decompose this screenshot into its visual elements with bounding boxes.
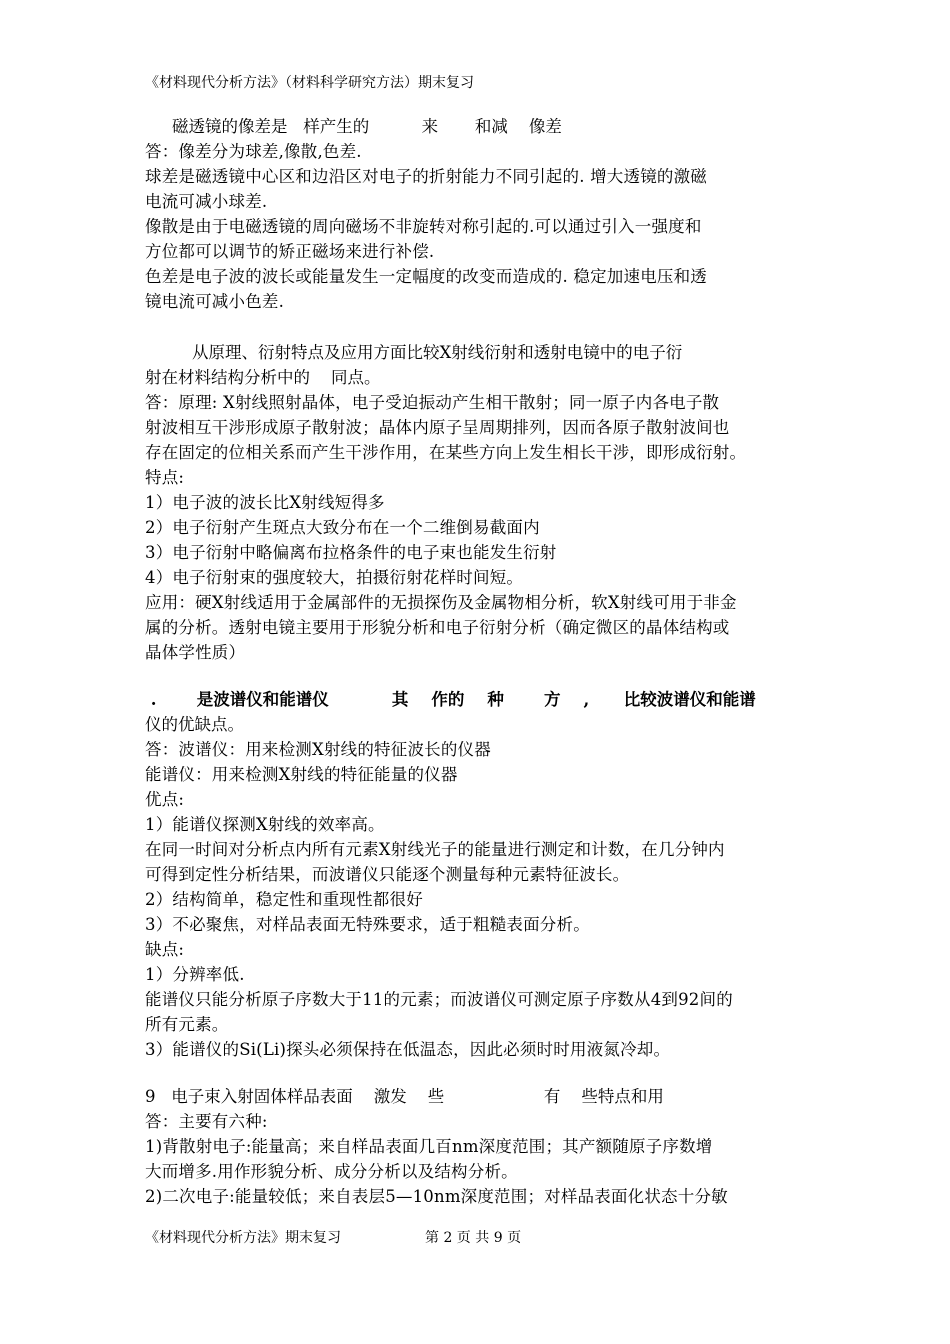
- text-line: 镜电流可减小色差.: [145, 292, 285, 311]
- text-line: 能谱仪：用来检测X射线的特征能量的仪器: [145, 765, 458, 784]
- text-line: 能谱仪只能分析原子序数大于11的元素；而波谱仪可测定原子序数从4到92间的: [145, 990, 733, 1009]
- section-diffraction-comparison: [145, 340, 815, 665]
- text-line: 在同一时间对分析点内所有元素X射线光子的能量进行测定和计数，在几分钟内: [145, 840, 725, 859]
- text-line: 3）能谱仪的Si(Li)探头必须保持在低温态，因此必须时时用液氮冷却。: [145, 1040, 671, 1059]
- text-line: 属的分析。透射电镜主要用于形貌分析和电子衍射分析（确定微区的晶体结构或: [145, 618, 730, 637]
- section-lens-aberration: [145, 114, 815, 314]
- text-line: 答：波谱仪：用来检测X射线的特征波长的仪器: [145, 740, 491, 759]
- text-line: 1）电子波的波长比X射线短得多: [145, 493, 385, 512]
- text-line: 答：主要有六种:: [145, 1112, 268, 1131]
- section-title-continued: 仪的优缺点。: [145, 715, 244, 734]
- page-number: 第 2 页 共 9 页: [425, 1230, 522, 1246]
- text-line: 方位都可以调节的矫正磁场来进行补偿.: [145, 242, 435, 261]
- section-title-continued: 射在材料结构分析中的 同点。: [145, 368, 381, 387]
- text-line: 2)二次电子:能量较低；来自表层5—10nm深度范围；对样品表面化状态十分敏: [145, 1187, 728, 1206]
- text-line: 2）结构简单，稳定性和重现性都很好: [145, 890, 423, 909]
- text-line: 射波相互干涉形成原子散射波；晶体内原子呈周期排列，因而各原子散射波间也: [145, 418, 730, 437]
- text-line: 优点:: [145, 790, 185, 809]
- text-line: 4）电子衍射束的强度较大，拍摄衍射花样时间短。: [145, 568, 524, 587]
- text-line: 3）不必聚焦，对样品表面无特殊要求，适于粗糙表面分析。: [145, 915, 590, 934]
- text-line: 1）分辨率低.: [145, 965, 245, 984]
- text-line: 像散是由于电磁透镜的周向磁场不非旋转对称引起的.可以通过引入一强度和: [145, 217, 702, 236]
- page-footer: [145, 1228, 522, 1248]
- text-line: 特点:: [145, 468, 185, 487]
- text-line: 1)背散射电子:能量高；来自样品表面几百nm深度范围；其产额随原子序数增: [145, 1137, 713, 1156]
- text-line: 球差是磁透镜中心区和边沿区对电子的折射能力不同引起的. 增大透镜的激磁: [145, 167, 707, 186]
- section-spectrometer-comparison: [145, 687, 815, 1062]
- section-title: 磁透镜的像差是 样产生的 来 和减 像差: [172, 117, 562, 136]
- text-line: 1）能谱仪探测X射线的效率高。: [145, 815, 385, 834]
- text-line: 应用：硬X射线适用于金属部件的无损探伤及金属物相分析，软X射线可用于非金: [145, 593, 737, 612]
- text-line: 答：原理: X射线照射晶体，电子受迫振动产生相干散射；同一原子内各电子散: [145, 393, 720, 412]
- text-line: 所有元素。: [145, 1015, 229, 1034]
- section-electron-beam-signals: [145, 1084, 815, 1209]
- footer-title: 《材料现代分析方法》期末复习: [145, 1230, 341, 1246]
- text-line: 晶体学性质）: [145, 643, 246, 662]
- section-title: 9 电子束入射固体样品表面 激发 些 有 些特点和用: [145, 1087, 664, 1106]
- section-title: 从原理、衍射特点及应用方面比较X射线衍射和透射电镜中的电子衍: [192, 343, 683, 362]
- section-title: . 是波谱仪和能谱仪 其 作的 种 方 , 比较波谱仪和能谱: [145, 690, 756, 709]
- text-line: 答：像差分为球差,像散,色差.: [145, 142, 362, 161]
- text-line: 2）电子衍射产生斑点大致分布在一个二维倒易截面内: [145, 518, 540, 537]
- text-line: 存在固定的位相关系而产生干涉作用，在某些方向上发生相长干涉，即形成衍射。: [145, 443, 747, 462]
- text-line: 可得到定性分析结果，而波谱仪只能逐个测量每种元素特征波长。: [145, 865, 630, 884]
- text-line: 大而增多.用作形貌分析、成分分析以及结构分析。: [145, 1162, 518, 1181]
- text-line: 3）电子衍射中略偏离布拉格条件的电子束也能发生衍射: [145, 543, 557, 562]
- text-line: 缺点:: [145, 940, 185, 959]
- text-line: 电流可减小球差.: [145, 192, 268, 211]
- text-line: 色差是电子波的波长或能量发生一定幅度的改变而造成的. 稳定加速电压和透: [145, 267, 707, 286]
- page-header: 《材料现代分析方法》（材料科学研究方法）期末复习: [145, 75, 474, 91]
